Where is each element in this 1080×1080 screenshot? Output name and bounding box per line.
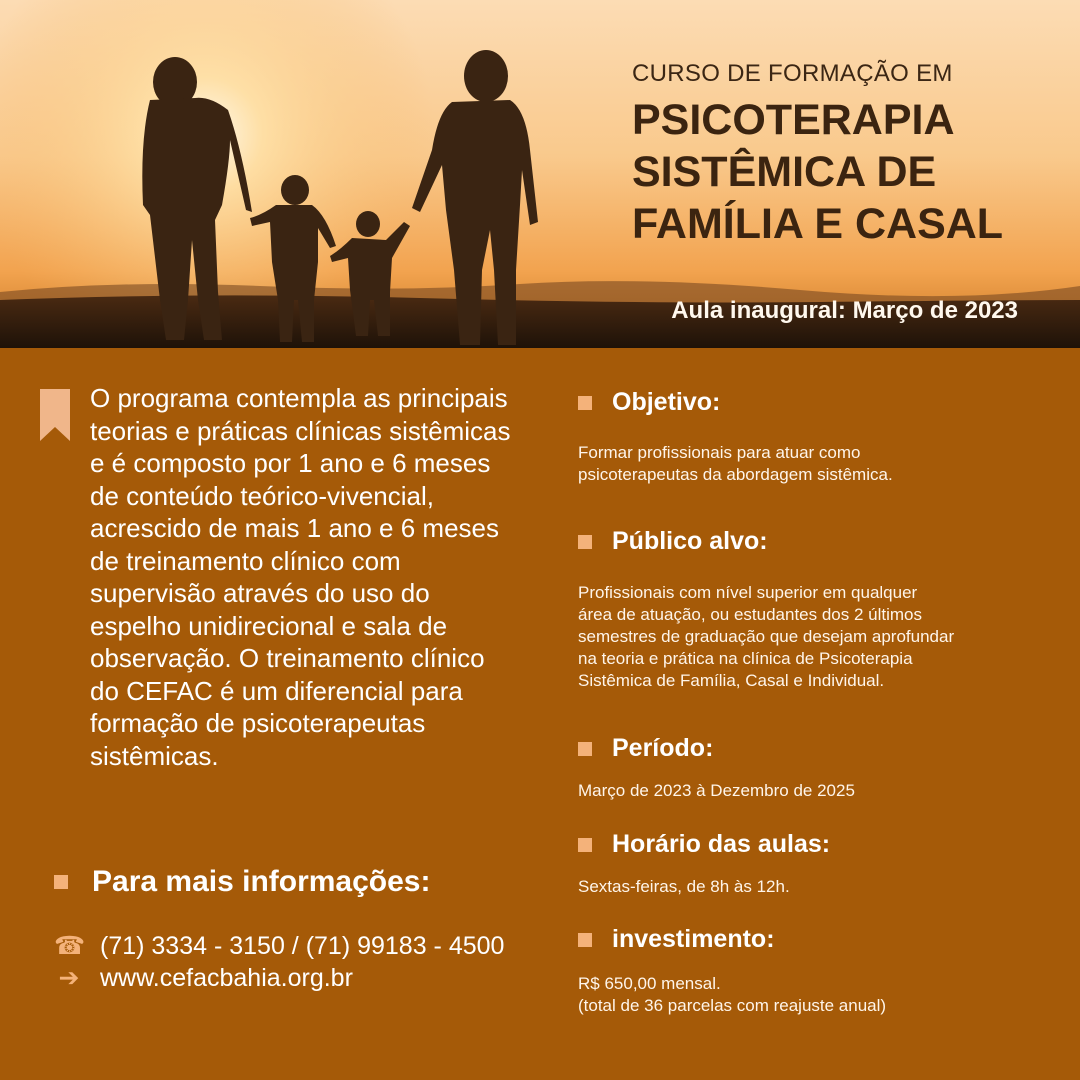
section-heading-horario [578, 830, 830, 859]
objetivo-text [578, 442, 1058, 486]
more-info-heading [54, 865, 430, 899]
publico-text [578, 582, 1058, 692]
objetivo-line: Formar profissionais para atuar como [578, 443, 861, 462]
headline-line-2: SISTÊMICA DE [632, 148, 937, 196]
website-url: www.cefacbahia.org.br [100, 963, 353, 992]
contact-website-link[interactable] [54, 963, 353, 993]
objetivo-line: psicoterapeutas da abordagem sistêmica. [578, 465, 893, 484]
square-bullet-icon [54, 875, 68, 889]
publico-line: semestres de graduação que desejam aprofundar [578, 627, 955, 646]
inaugural-date: Aula inaugural: Março de 2023 [671, 297, 1018, 324]
bookmark-icon [40, 389, 70, 441]
publico-line: na teoria e prática na clínica de Psicoterapia [578, 649, 913, 668]
program-description: O programa contempla as principais teorias e práticas clínicas sistêmicas e é composto por 1 ano e 6 meses de conteúdo teórico-vivencial, acrescido de mais 1 ano e 6 meses de treinamento clínico com supervisão através do uso do espelho unidirecional e sala de observação. O treinamento clínico do CEFAC é um diferencial para formação de psicoterapeutas sistêmicas. [90, 383, 511, 771]
periodo-title: Período: [612, 734, 714, 762]
contact-phone[interactable] [54, 931, 504, 961]
investimento-line: R$ 650,00 mensal. [578, 974, 721, 993]
objetivo-title: Objetivo: [612, 388, 721, 416]
publico-line: Profissionais com nível superior em qualquer [578, 583, 918, 602]
hero-banner [0, 0, 1080, 348]
horario-text: Sextas-feiras, de 8h às 12h. [578, 877, 790, 896]
investimento-text [578, 973, 1058, 1017]
square-bullet-icon [578, 838, 592, 852]
investimento-line: (total de 36 parcelas com reajuste anual) [578, 996, 887, 1015]
section-heading-publico-alvo [578, 527, 768, 556]
publico-line: Sistêmica de Família, Casal e Individual. [578, 671, 885, 690]
arrow-right-icon: ➔ [58, 964, 80, 992]
publico-line: área de atuação, ou estudantes dos 2 últimos [578, 605, 923, 624]
section-heading-periodo [578, 734, 713, 763]
phone-numbers: (71) 3334 - 3150 / (71) 99183 - 4500 [100, 931, 505, 960]
square-bullet-icon [578, 396, 592, 410]
course-kicker: CURSO DE FORMAÇÃO EM [632, 60, 953, 87]
investimento-title: investimento: [612, 925, 775, 953]
course-headline [632, 94, 1072, 250]
square-bullet-icon [578, 933, 592, 947]
square-bullet-icon [578, 535, 592, 549]
section-heading-objetivo [578, 388, 720, 417]
phone-icon: ☎ [54, 932, 86, 960]
square-bullet-icon [578, 742, 592, 756]
horario-title: Horário das aulas: [612, 830, 831, 858]
course-title-block [632, 60, 1072, 250]
headline-line-3: FAMÍLIA E CASAL [632, 200, 1004, 248]
periodo-text: Março de 2023 à Dezembro de 2025 [578, 781, 855, 800]
section-heading-investimento [578, 925, 775, 954]
publico-title: Público alvo: [612, 527, 768, 555]
more-info-label: Para mais informações: [92, 865, 431, 898]
headline-line-1: PSICOTERAPIA [632, 96, 955, 144]
